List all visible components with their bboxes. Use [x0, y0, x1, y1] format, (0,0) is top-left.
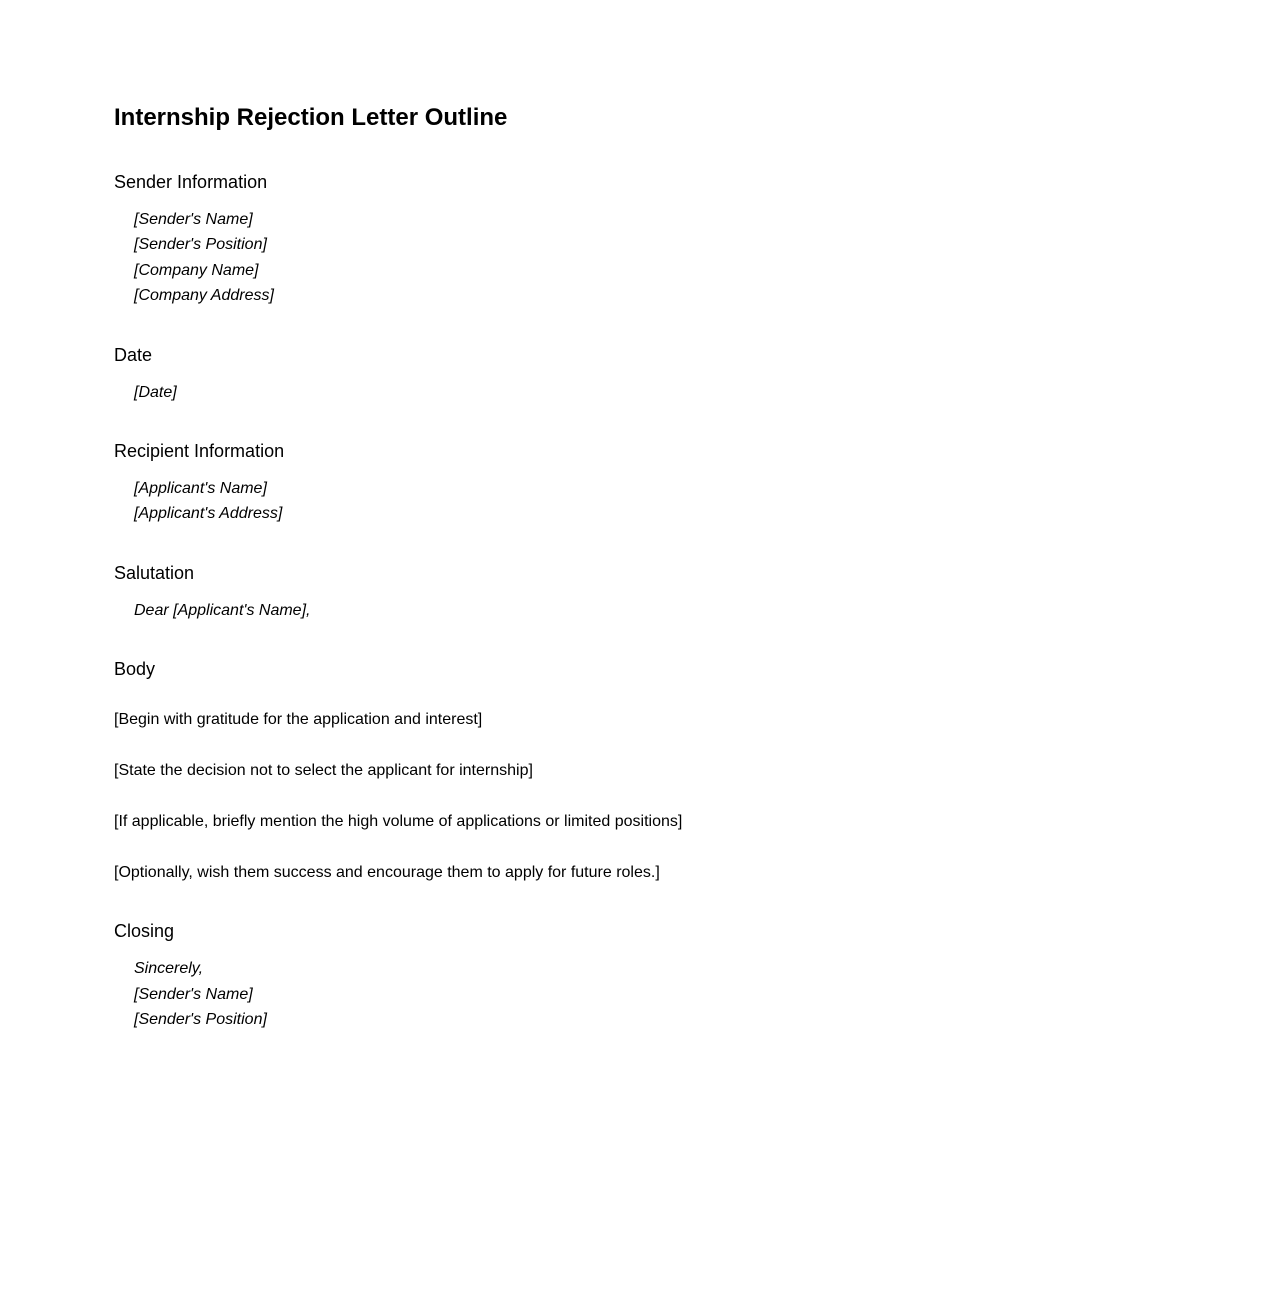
body-heading: Body [114, 659, 156, 680]
date-lines [114, 380, 1278, 405]
body-paragraph: [Optionally, wish them success and encourage them to apply for future roles.] [114, 864, 660, 882]
date-line: [Date] [134, 383, 177, 401]
applicant-address-line: [Applicant's Address] [134, 505, 283, 523]
closing-sender-name-line: [Sender's Name] [134, 985, 253, 1003]
body-section [114, 657, 1278, 885]
closing-sign-off-line: Sincerely, [134, 960, 204, 978]
sender-name-line: [Sender's Name] [134, 211, 253, 228]
sender-position-line: [Sender's Position] [134, 236, 267, 254]
page-title: Internship Rejection Letter Outline [114, 104, 508, 131]
salutation-line: Dear [Applicant's Name], [134, 601, 311, 619]
date-heading: Date [114, 344, 153, 365]
date-section [114, 343, 1278, 405]
salutation-section [114, 561, 1278, 623]
sender-heading: Sender Information [114, 172, 268, 192]
closing-section [114, 919, 1278, 1032]
recipient-section [114, 439, 1278, 527]
company-name-line: [Company Name] [134, 261, 259, 279]
recipient-heading: Recipient Information [114, 441, 285, 462]
sender-lines [114, 207, 1278, 309]
closing-heading: Closing [114, 921, 175, 942]
company-address-line: [Company Address] [134, 287, 274, 305]
body-paragraph: [Begin with gratitude for the application and interest] [114, 711, 483, 729]
body-paragraph: [State the decision not to select the applicant for internship] [114, 762, 533, 780]
body-paragraph: [If applicable, briefly mention the high volume of applications or limited positions] [114, 813, 683, 831]
salutation-lines [114, 598, 1278, 623]
salutation-heading: Salutation [114, 562, 195, 583]
applicant-name-line: [Applicant's Name] [134, 480, 267, 498]
closing-lines [114, 956, 1278, 1032]
sender-section [114, 170, 1278, 309]
closing-sender-position-line: [Sender's Position] [134, 1011, 267, 1029]
recipient-lines [114, 476, 1278, 527]
